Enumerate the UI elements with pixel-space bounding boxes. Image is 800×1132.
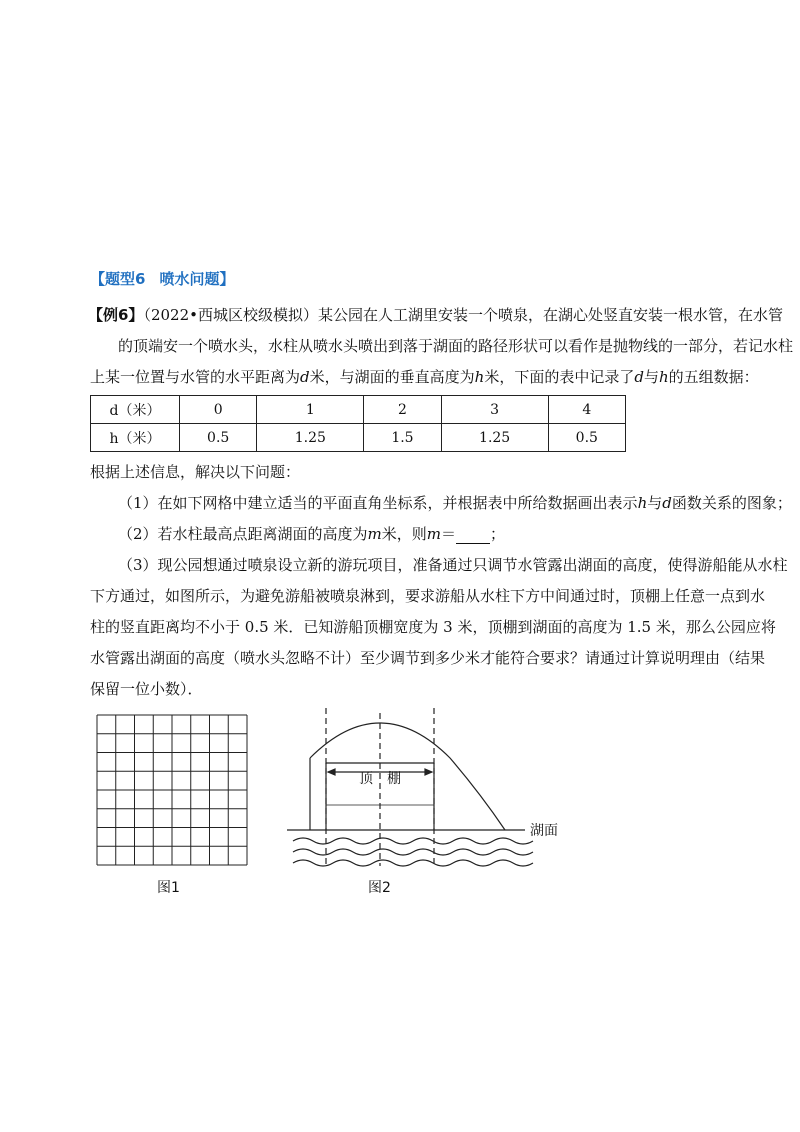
arrow-head-left — [328, 769, 335, 775]
table-row — [91, 424, 626, 452]
question-3-line-3: 柱的竖直距离均不小于 0.5 米．已知游船顶棚宽度为 3 米，顶棚到湖面的高度为 1.5 米，那么公园应将 — [90, 618, 776, 636]
problem-line-1: 【例6】（2022•西城区校级模拟）某公园在人工湖里安装一个喷泉，在湖心处竖直安装一根水管，在水管 — [88, 306, 783, 324]
question-2: （2）若水柱最高点距离湖面的高度为m米，则m＝ ； — [118, 525, 506, 543]
figure-1-grid — [96, 714, 248, 866]
table-cell: 1 — [257, 396, 364, 424]
table-cell: 4 — [548, 396, 625, 424]
question-3-line-1: （3）现公园想通过喷泉设立新的游玩项目，准备通过只调节水管露出湖面的高度，使得游船能从水柱 — [118, 556, 788, 574]
section-tag: 【题型6 — [90, 270, 146, 288]
h-header: h（米） — [91, 424, 180, 452]
table-cell: 1.5 — [364, 424, 441, 452]
section-title: 喷水问题】 — [159, 270, 235, 288]
table-cell: 1.25 — [257, 424, 364, 452]
figure-2-diagram — [285, 708, 565, 868]
questions-intro: 根据上述信息，解决以下问题： — [90, 463, 301, 481]
question-3-line-2: 下方通过，如图所示，为避免游船被喷泉淋到，要求游船从水柱下方中间通过时，顶棚上任意一点到水 — [90, 587, 766, 605]
table-row — [91, 396, 626, 424]
table-cell: 2 — [364, 396, 441, 424]
question-3-line-4: 水管露出湖面的高度（喷水头忽略不计）至少调节到多少米才能符合要求？请通过计算说明理由（结果 — [90, 649, 766, 667]
figure-2-caption: 图2 — [368, 880, 391, 896]
section-heading — [90, 268, 234, 289]
wave-2 — [293, 849, 533, 855]
wave-1 — [293, 838, 533, 844]
roof-label: 顶 棚 — [359, 771, 401, 787]
figure-1-caption: 图1 — [157, 880, 180, 896]
table-cell: 0.5 — [180, 424, 257, 452]
arrow-head-right — [425, 769, 432, 775]
wave-3 — [293, 860, 533, 866]
question-3-line-5: 保留一位小数）． — [90, 680, 203, 698]
table-cell: 1.25 — [441, 424, 548, 452]
problem-line-3: 上某一位置与水管的水平距离为d米，与湖面的垂直高度为h米，下面的表中记录了d与h的五组数据： — [90, 368, 759, 386]
data-table — [90, 395, 626, 452]
example-label: 【例6】 — [88, 306, 144, 324]
d-header: d（米） — [91, 396, 180, 424]
table-cell: 0 — [180, 396, 257, 424]
answer-blank[interactable] — [456, 527, 490, 544]
question-1: （1）在如下网格中建立适当的平面直角坐标系，并根据表中所给数据画出表示h与d函数关系的图象； — [118, 494, 792, 512]
table-cell: 3 — [441, 396, 548, 424]
table-cell: 0.5 — [548, 424, 625, 452]
problem-line-2: 的顶端安一个喷水头，水柱从喷水头喷出到落于湖面的路径形状可以看作是抛物线的一部分，若记水柱 — [118, 337, 794, 355]
water-jet-parabola — [310, 723, 505, 830]
lake-label: 湖面 — [530, 823, 558, 839]
